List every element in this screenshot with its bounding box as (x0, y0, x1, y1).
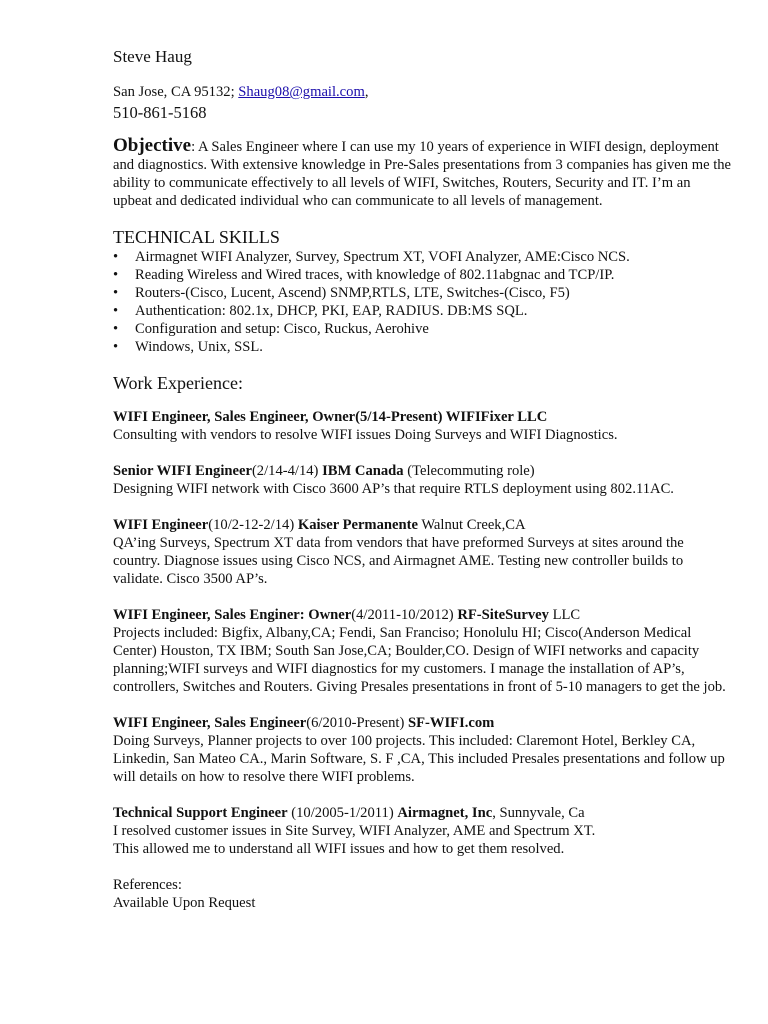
skills-list (113, 248, 733, 356)
skill-text: Reading Wireless and Wired traces, with knowledge of 802.11abgnac and TCP/IP. (135, 267, 615, 283)
references-section (113, 876, 733, 912)
job-description: QA’ing Surveys, Spectrum XT data from vendors that have preformed Surveys at sites around the country. Diagnose issues using Cisco NCS, and Airmagnet AME. Testing new controller builds to validate. Cisco 3500 AP’s. (113, 535, 684, 587)
job-description: Projects included: Bigfix, Albany,CA; Fendi, San Franciso; Honolulu HI; Cisco(Anderson Medical Center) Houston, TX IBM; South San Jose,CA; Boulder,CO. Design of WIFI networks and capacity planning;WIFI surveys and WIFI diagnostics for my customers. I manage the installation of AP’s, controllers, Switches and Routers. Giving Presales presentations in front of 5-10 managers to get the job. (113, 625, 726, 695)
skill-item (113, 338, 733, 356)
location-text: San Jose, CA 95132; (113, 84, 239, 100)
contact-line (113, 83, 733, 101)
skill-text: Configuration and setup: Cisco, Ruckus, Aerohive (135, 321, 429, 337)
job-company: Kaiser Permanente (297, 517, 418, 533)
job-role: WIFI Engineer, Sales Enginer: Owner (113, 607, 352, 623)
job-company: RF-SiteSurvey (457, 607, 549, 623)
skill-item (113, 284, 733, 302)
job-entry (113, 606, 733, 696)
job-header (113, 606, 733, 624)
job-header (113, 408, 733, 426)
job-header (113, 462, 733, 480)
objective-section (113, 137, 733, 210)
job-header (113, 516, 733, 534)
job-extra: (Telecommuting role) (403, 463, 535, 479)
email-link[interactable]: Shaug08@gmail.com (238, 84, 365, 100)
bullet-icon: • (113, 303, 119, 319)
skill-item (113, 320, 733, 338)
job-header (113, 714, 733, 732)
job-role: WIFI Engineer, Sales Engineer (113, 715, 307, 731)
job-entry (113, 408, 733, 444)
skill-text: Windows, Unix, SSL. (135, 339, 263, 355)
skill-item (113, 266, 733, 284)
job-extra: Walnut Creek,CA (417, 517, 526, 533)
candidate-name: Steve Haug (113, 47, 192, 66)
job-role: WIFI Engineer (113, 517, 209, 533)
job-company: Airmagnet, Inc (397, 805, 493, 821)
job-dates: (10/2005-1/2011) (287, 805, 398, 821)
job-dates: (4/2011-10/2012) (351, 607, 458, 623)
job-description: Doing Surveys, Planner projects to over 100 projects. This included: Claremont Hotel, Berkley CA, Linkedin, San Mateo CA., Marin Software, S. F ,CA, This included Presales presentations and follow up will details on how to resolve there WIFI problems. (113, 733, 725, 785)
work-experience-title: Work Experience: (113, 373, 243, 393)
job-dates: (10/2-12-2/14) (208, 517, 298, 533)
bullet-icon: • (113, 339, 119, 355)
references-label: References: (113, 877, 182, 893)
job-header (113, 804, 733, 822)
phone-number: 510-861-5168 (113, 103, 207, 122)
job-role: Technical Support Engineer (113, 805, 288, 821)
job-entry (113, 714, 733, 786)
job-extra: LLC (548, 607, 581, 623)
job-entry (113, 804, 733, 858)
job-dates: (2/14-4/14) (251, 463, 323, 479)
job-company: SF-WIFI.com (407, 715, 495, 731)
bullet-icon: • (113, 285, 119, 301)
skill-text: Authentication: 802.1x, DHCP, PKI, EAP, RADIUS. DB:MS SQL. (135, 303, 528, 319)
skill-item (113, 302, 733, 320)
skill-text: Airmagnet WIFI Analyzer, Survey, Spectrum XT, VOFI Analyzer, AME:Cisco NCS. (135, 249, 630, 265)
resume-page (113, 46, 733, 912)
job-entry (113, 462, 733, 498)
job-extra: , Sunnyvale, Ca (492, 805, 585, 821)
bullet-icon: • (113, 249, 119, 265)
job-description: I resolved customer issues in Site Survey, WIFI Analyzer, AME and Spectrum XT. This allowed me to understand all WIFI issues and how to get them resolved. (113, 823, 596, 857)
references-value: Available Upon Request (113, 895, 256, 911)
job-dates: (6/2010-Present) (306, 715, 408, 731)
bullet-icon: • (113, 321, 119, 337)
job-role: WIFI Engineer, Sales Engineer, Owner(5/14-Present) WIFIFixer LLC (113, 409, 548, 425)
job-role: Senior WIFI Engineer (113, 463, 252, 479)
objective-label: Objective (113, 135, 192, 156)
skill-item (113, 248, 733, 266)
job-description: Designing WIFI network with Cisco 3600 AP’s that require RTLS deployment using 802.11AC. (113, 481, 674, 497)
job-entry (113, 516, 733, 588)
job-description: Consulting with vendors to resolve WIFI issues Doing Surveys and WIFI Diagnostics. (113, 427, 618, 443)
bullet-icon: • (113, 267, 119, 283)
objective-text: : A Sales Engineer where I can use my 10 years of experience in WIFI design, deployment and diagnostics. With extensive knowledge in Pre-Sales presentations from 3 companies has given me the ability to communicate effectively to all levels of WIFI, Switches, Routers, Security and IT. I’m an upbeat and dedicated individual who can communicate to all levels of management. (113, 139, 732, 209)
skill-text: Routers-(Cisco, Lucent, Ascend) SNMP,RTLS, LTE, Switches-(Cisco, F5) (135, 285, 570, 301)
email-suffix: , (364, 84, 369, 100)
skills-title: TECHNICAL SKILLS (113, 227, 280, 247)
job-company: IBM Canada (322, 463, 404, 479)
